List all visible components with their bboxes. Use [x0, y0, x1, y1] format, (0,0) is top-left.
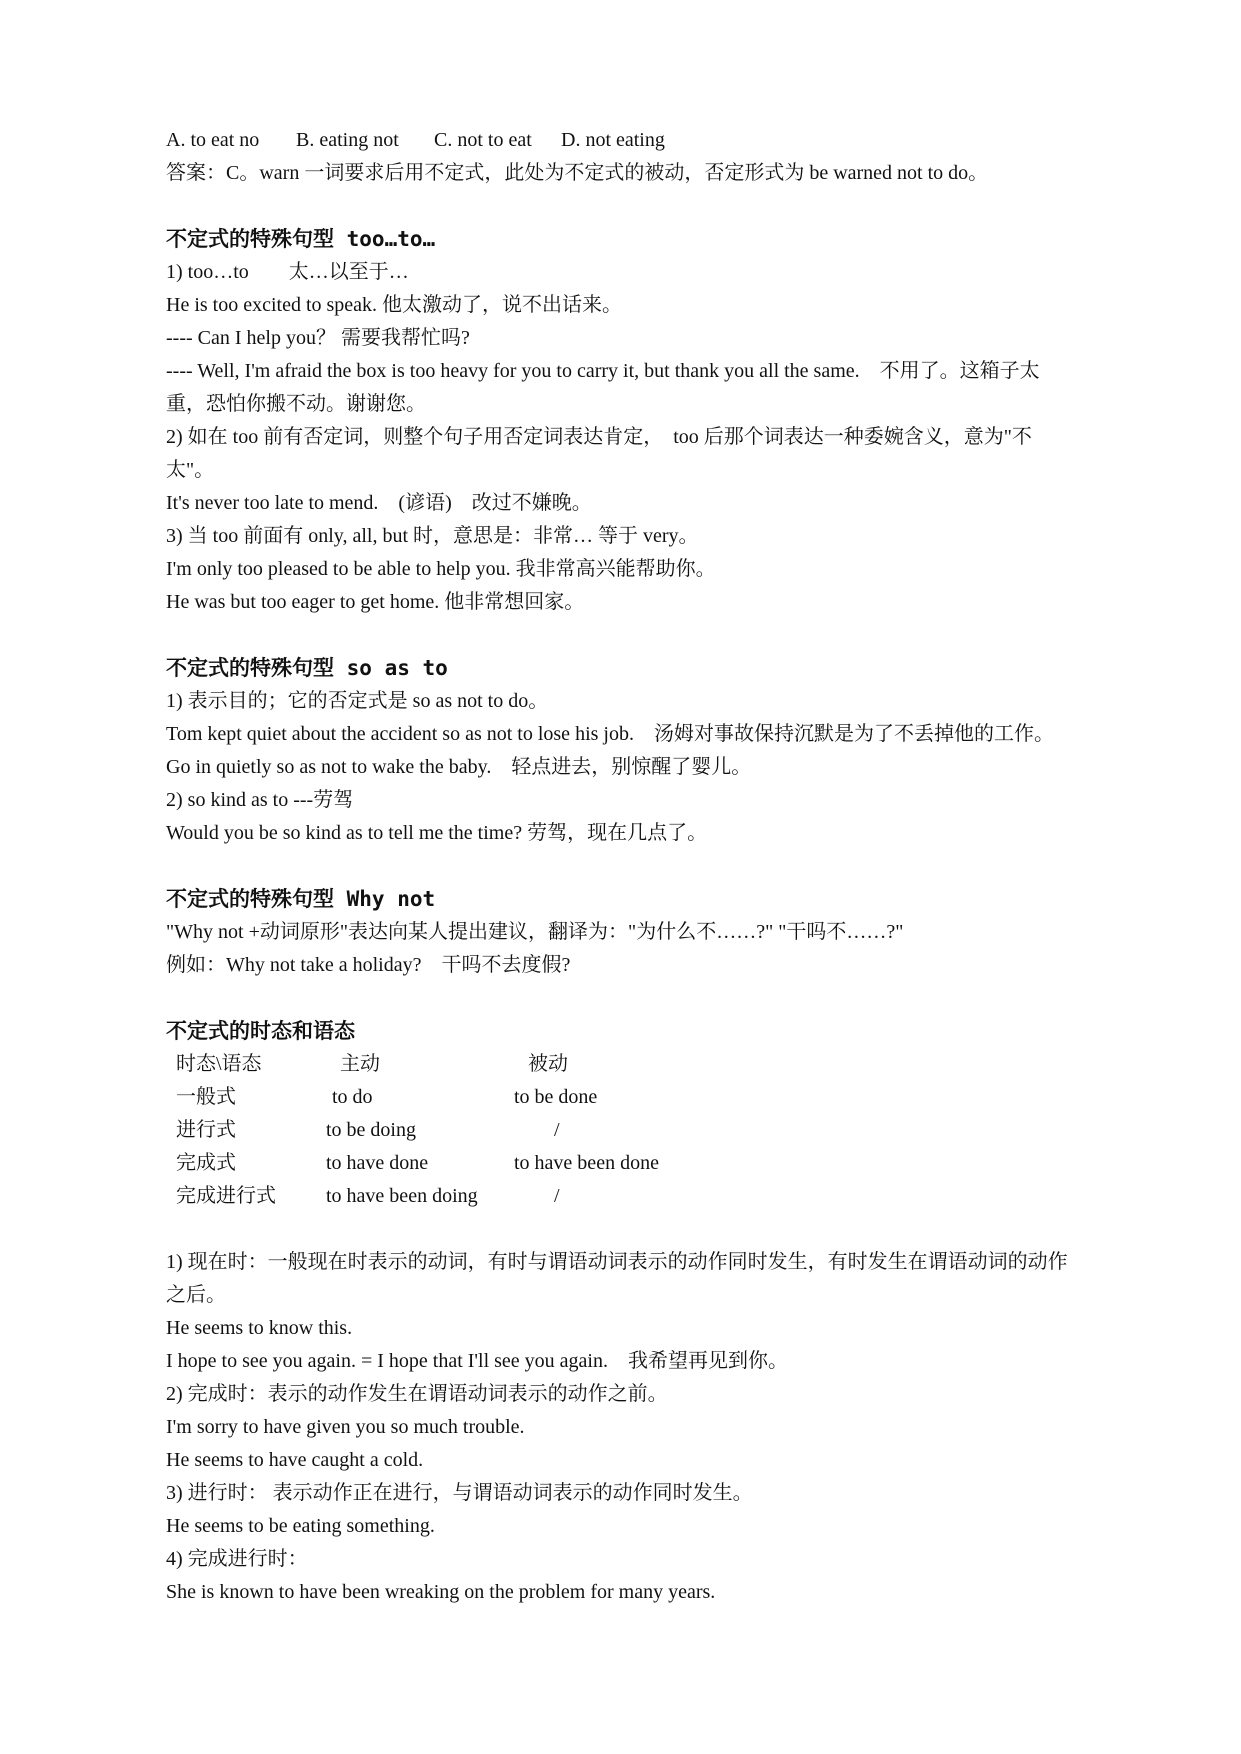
document-body — [166, 124, 1078, 1609]
paragraph: 3) 进行时： 表示动作正在进行，与谓语动词表示的动作同时发生。 — [166, 1482, 753, 1504]
table-row — [176, 1180, 754, 1213]
paragraph: 2) so kind as to ---劳驾 — [166, 789, 354, 811]
paragraph: 2) 如在 too 前有否定词，则整个句子用否定词表达肯定， too 后那个词表达一种委婉含义，意为"不太"。 — [166, 426, 1032, 481]
paragraph: 1) too…to 太…以至于… — [166, 261, 409, 283]
option-d: D. not eating — [561, 129, 665, 151]
table-header-cell: 被动 — [528, 1053, 568, 1075]
paragraph: He is too excited to speak. 他太激动了，说不出话来。 — [166, 294, 623, 316]
paragraph: He was but too eager to get home. 他非常想回家。 — [166, 591, 585, 613]
section-heading-too-to: 不定式的特殊句型 too…to… — [166, 227, 436, 251]
paragraph: He seems to know this. — [166, 1317, 353, 1339]
paragraph: 4) 完成进行时： — [166, 1548, 308, 1570]
paragraph: He seems to have caught a cold. — [166, 1449, 424, 1471]
table-row — [176, 1081, 754, 1114]
table-cell: / — [554, 1185, 560, 1207]
paragraph: 2) 完成时：表示的动作发生在谓语动词表示的动作之前。 — [166, 1383, 668, 1405]
table-cell: to have done — [326, 1152, 429, 1174]
table-cell: to be done — [514, 1086, 598, 1108]
paragraph: He seems to be eating something. — [166, 1515, 435, 1537]
answer-explanation: 答案：C。warn 一词要求后用不定式，此处为不定式的被动，否定形式为 be warned not to do。 — [166, 162, 989, 184]
table-cell: / — [554, 1119, 560, 1141]
table-cell: to be doing — [326, 1119, 416, 1141]
spacer — [166, 619, 1078, 652]
spacer — [166, 1213, 1078, 1246]
table-cell: 完成式 — [176, 1152, 236, 1174]
paragraph: ---- Can I help you？ 需要我帮忙吗? — [166, 327, 470, 349]
paragraph: Go in quietly so as not to wake the baby. 轻点进去，别惊醒了婴儿。 — [166, 756, 752, 778]
paragraph: 3) 当 too 前面有 only, all, but 时，意思是：非常… 等于 very。 — [166, 525, 699, 547]
table-row — [176, 1114, 754, 1147]
table-cell: 一般式 — [176, 1086, 236, 1108]
paragraph: Tom kept quiet about the accident so as not to lose his job. 汤姆对事故保持沉默是为了不丢掉他的工作。 — [166, 723, 1054, 745]
table-header-row — [176, 1048, 754, 1081]
table-cell: to have been done — [514, 1152, 659, 1174]
paragraph: 例如：Why not take a holiday? 干吗不去度假? — [166, 954, 571, 976]
paragraph: 1) 表示目的；它的否定式是 so as not to do。 — [166, 690, 549, 712]
table-cell: to do — [332, 1086, 373, 1108]
table-row — [176, 1147, 754, 1180]
option-a: A. to eat no — [166, 129, 260, 151]
table-cell: 进行式 — [176, 1119, 236, 1141]
paragraph: It's never too late to mend. (谚语) 改过不嫌晚。 — [166, 492, 592, 514]
paragraph: I'm only too pleased to be able to help you. 我非常高兴能帮助你。 — [166, 558, 716, 580]
paragraph: Would you be so kind as to tell me the time? 劳驾，现在几点了。 — [166, 822, 708, 844]
table-header-cell: 时态\语态 — [176, 1053, 262, 1075]
table-header-cell: 主动 — [340, 1053, 380, 1075]
table-cell: to have been doing — [326, 1185, 478, 1207]
spacer — [166, 850, 1078, 883]
option-c: C. not to eat — [434, 129, 532, 151]
spacer — [166, 190, 1078, 223]
paragraph: "Why not +动词原形"表达向某人提出建议，翻译为："为什么不……?" "干吗不……?" — [166, 921, 904, 943]
tense-voice-table — [176, 1048, 754, 1213]
paragraph: I hope to see you again. = I hope that I'll see you again. 我希望再见到你。 — [166, 1350, 788, 1372]
paragraph: 1) 现在时：一般现在时表示的动词，有时与谓语动词表示的动作同时发生，有时发生在谓语动词的动作之后。 — [166, 1251, 1068, 1306]
paragraph: ---- Well, I'm afraid the box is too heavy for you to carry it, but thank you all the same. 不用了。这箱子太重，恐怕你搬不动。谢谢您。 — [166, 360, 1040, 415]
section-heading-why-not: 不定式的特殊句型 Why not — [166, 887, 436, 911]
spacer — [166, 982, 1078, 1015]
paragraph: She is known to have been wreaking on the problem for many years. — [166, 1581, 716, 1603]
section-heading-tense-voice: 不定式的时态和语态 — [166, 1019, 355, 1043]
section-heading-so-as-to: 不定式的特殊句型 so as to — [166, 656, 448, 680]
answer-options — [166, 124, 1078, 157]
table-cell: 完成进行式 — [176, 1185, 276, 1207]
option-b: B. eating not — [296, 129, 399, 151]
paragraph: I'm sorry to have given you so much trouble. — [166, 1416, 525, 1438]
